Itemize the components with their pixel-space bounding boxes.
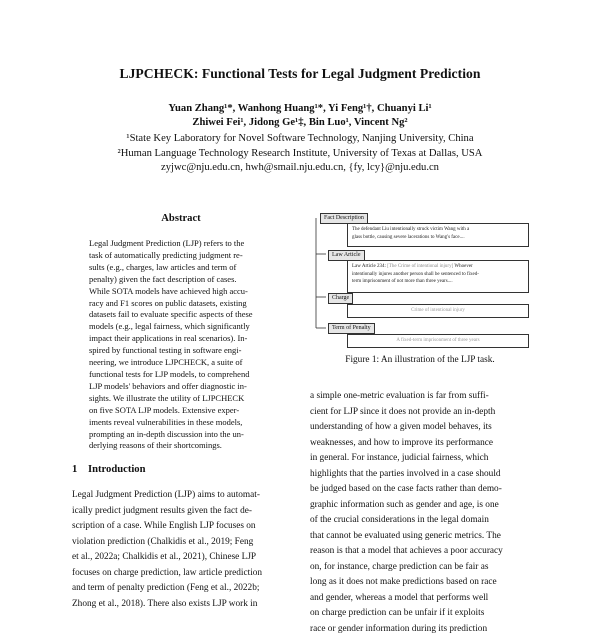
text-line: on, for instance, charge prediction can be fair as [310, 560, 530, 576]
law-article-label: Law Article [328, 250, 365, 261]
email-line: zyjwc@nju.edu.cn, hwh@smail.nju.edu.cn, {fy, lcy}@nju.edu.cn [0, 161, 600, 176]
fact-line: The defendant Liu intentionally struck victim Wang with a [352, 226, 524, 234]
fact-line: glass bottle, causing severe lacerations to Wang's face.... [352, 234, 524, 242]
text-line: Legal Judgment Prediction (LJP) refers to the [89, 238, 277, 250]
penalty-box [347, 334, 529, 348]
authors-line-2: Zhiwei Fei¹, Jidong Ge¹‡, Bin Luo¹, Vincent Ng² [0, 116, 600, 130]
law-article-rest: Whoever [453, 264, 472, 269]
law-line: intentionally injures another person shall be sentenced to fixed- [352, 271, 524, 279]
law-article-box [347, 260, 529, 293]
text-line: and gender, whereas a model that performs well [310, 591, 530, 607]
text-line: in general. For instance, judicial fairness, which [310, 451, 530, 467]
text-line: weaknesses, and how to improve its performance [310, 436, 530, 452]
figure-caption: Figure 1: An illustration of the LJP task. [310, 355, 530, 365]
text-line: sults (e.g., charges, law articles and term of [89, 262, 277, 274]
text-line: cient for LJP since it does not provide an in-depth [310, 405, 530, 421]
text-line: ically predict judgment results given the fact de- [72, 504, 292, 520]
text-line: et al., 2022a; Chalkidis et al., 2021), Chinese LJP [72, 550, 292, 566]
penalty-value: A fixed-term imprisonment of three years [352, 337, 524, 345]
fact-description-label: Fact Description [320, 213, 368, 224]
text-line: be judged based on the case facts rather than demo- [310, 482, 530, 498]
text-line: understanding of how a given model behaves, its [310, 420, 530, 436]
text-line: of the crucial considerations in the legal domain [310, 513, 530, 529]
charge-box [347, 304, 529, 318]
affiliations [0, 132, 600, 176]
author-list [0, 102, 600, 130]
text-line: scription of a case. While English LJP focuses on [72, 519, 292, 535]
text-line: race or gender information during its prediction [310, 622, 530, 637]
text-line: LJP models' behaviors and offer diagnostic in- [89, 381, 277, 393]
text-line: a simple one-metric evaluation is far from suffi- [310, 389, 530, 405]
term-of-penalty-label: Term of Penalty [328, 323, 375, 334]
text-line: that cannot be evaluated using generic metrics. The [310, 529, 530, 545]
paper-title: LJPCHECK: Functional Tests for Legal Judgment Prediction [0, 66, 600, 82]
text-line: long as it does not make predictions based on race [310, 575, 530, 591]
charge-value: Crime of intentional injury [352, 307, 524, 315]
affiliation-2: ²Human Language Technology Research Institute, University of Texas at Dallas, USA [0, 147, 600, 162]
authors-line-1: Yuan Zhang¹*, Wanhong Huang¹*, Yi Feng¹†, Chuanyi Li¹ [0, 102, 600, 116]
text-line: focuses on charge prediction, law article prediction [72, 566, 292, 582]
text-line: penalty) given the fact description of cases. [89, 274, 277, 286]
text-line: impact their applications in real scenarios). In- [89, 333, 277, 345]
text-line: sights. We illustrate the utility of LJPCHECK [89, 393, 277, 405]
text-line: datasets fail to evaluate specific aspects of these [89, 309, 277, 321]
law-line: term imprisonment of not more than three years.... [352, 278, 524, 286]
text-line: While SOTA models have achieved high accu- [89, 286, 277, 298]
text-line: models (e.g., legal fairness, which significantly [89, 321, 277, 333]
text-line: violation prediction (Chalkidis et al., 2019; Feng [72, 535, 292, 551]
charge-label: Charge [328, 293, 353, 304]
text-line: prompting an in-depth discussion into the un- [89, 429, 277, 441]
text-line: Zhong et al., 2018). There also exists LJP work in [72, 597, 292, 613]
text-line: racy and F1 scores on public datasets, existing [89, 298, 277, 310]
figure-1 [310, 210, 530, 350]
law-article-highlight: [The Crime of intentional injury] [387, 264, 453, 269]
abstract-body [89, 238, 277, 452]
law-article-prefix: Law Article 234: [352, 264, 387, 269]
section-number: 1 [72, 464, 88, 475]
text-line: and term of penalty prediction (Feng et al., 2022b; [72, 581, 292, 597]
text-line: Legal Judgment Prediction (LJP) aims to automat- [72, 488, 292, 504]
text-line: spired by functional testing in software engi- [89, 345, 277, 357]
section-heading-introduction [72, 464, 146, 475]
text-line: graphic information such as gender and age, is one [310, 498, 530, 514]
fact-description-box [347, 223, 529, 247]
text-line: neering, we introduce LJPCHECK, a suite of [89, 357, 277, 369]
text-line: iments reveal vulnerabilities in these models, [89, 417, 277, 429]
section-title: Introduction [88, 464, 146, 475]
abstract-heading: Abstract [72, 213, 290, 224]
text-line: reason is that a model that achieves a poor accuracy [310, 544, 530, 560]
text-line: derlying reasons of their shortcomings. [89, 440, 277, 452]
text-line: task of automatically predicting judgment re- [89, 250, 277, 262]
text-line: on five SOTA LJP models. Extensive exper- [89, 405, 277, 417]
text-line: functional tests for LJP models, to comprehend [89, 369, 277, 381]
introduction-text [72, 488, 292, 612]
text-line: highlights that the parties involved in a case should [310, 467, 530, 483]
text-line: on charge prediction can be unfair if it exploits [310, 606, 530, 622]
affiliation-1: ¹State Key Laboratory for Novel Software Technology, Nanjing University, China [0, 132, 600, 147]
